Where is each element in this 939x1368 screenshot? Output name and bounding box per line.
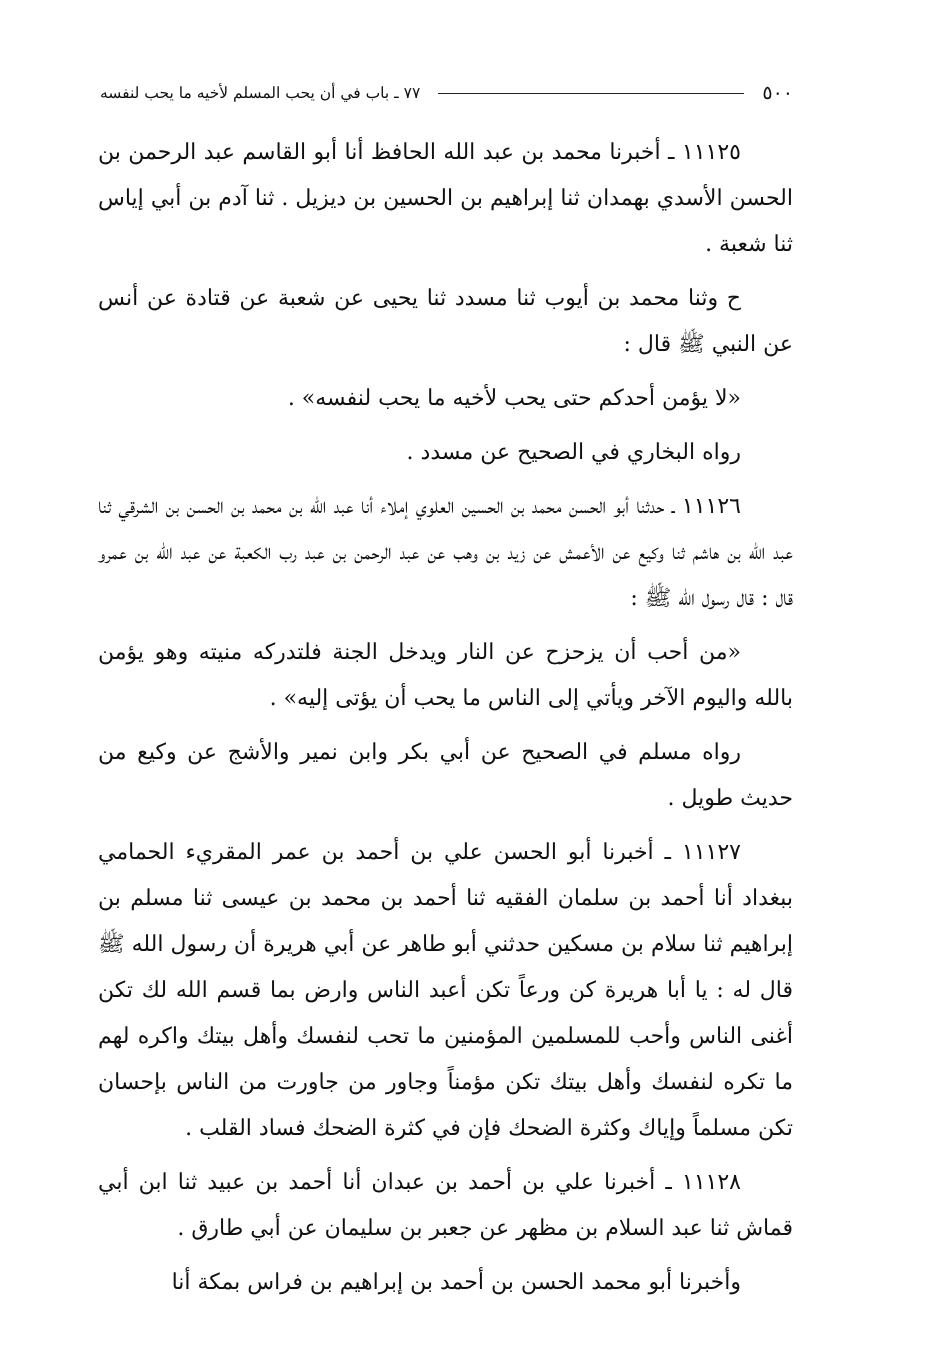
alternate-chain: ح وثنا محمد بن أيوب ثنا مسدد ثنا يحيى عن شعبة عن قتادة عن أنس عن النبي ﷺ قال : (98, 286, 793, 357)
narration-note: رواه مسلم في الصحيح عن أبي بكر وابن نمير والأشج عن وكيع من حديث طويل . (98, 740, 793, 811)
narration-note: رواه البخاري في الصحيح عن مسدد . (406, 440, 741, 465)
header-rule (438, 93, 744, 94)
running-header (100, 78, 793, 108)
hadith-11127: ١١١٢٧ ـ أخبرنا أبو الحسن علي بن أحمد بن عمر المقريء الحمامي ببغداد أنا أحمد بن سلمان الفقيه ثنا أحمد بن محمد بن عيسى ثنا مسلم بن إبراهيم ثنا سلام بن مسكين حدثني أبو طاهر عن أبي هريرة أن رسول الله ﷺ قال له : يا أبا هريرة كن ورعاً تكن أعبد الناس وارض بما قسم الله لك تكن أغنى الناس وأحب للمسلمين المؤمنين ما تحب لنفسك وأهل بيتك واكره لهم ما تكره لنفسك وأهل بيتك تكن مؤمناً وجاور من جاورت من الناس بإحسان تكن مسلماً وإياك وكثرة الضحك فإن في كثرة الضحك فساد القلب . (98, 840, 793, 1141)
hadith-11128: ١١١٢٨ ـ أخبرنا علي بن أحمد بن عبدان أنا أحمد بن عبيد ثنا ابن أبي قماش ثنا عبد السلام بن مظهر عن جعبر بن سليمان عن أبي طارق . (98, 1170, 793, 1241)
alternate-chain: وأخبرنا أبو محمد الحسن بن أحمد بن إبراهيم بن فراس بمكة أنا (171, 1270, 741, 1295)
hadith-11125: ١١١٢٥ ـ أخبرنا محمد بن عبد الله الحافظ أنا أبو القاسم عبد الرحمن بن الحسن الأسدي بهمدان ثنا إبراهيم بن الحسين بن ديزيل . ثنا آدم بن أبي إياس ثنا شعبة . (98, 140, 793, 257)
hadith-11126: ١١١٢٦ ـ حدثنا أبو الحسن محمد بن الحسين العلوي إملاء أنا عبد الله بن محمد بن الحسن بن الشرقي ثنا عبد الله بن هاشم ثنا وكيع عن الأعمش عن زيد بن وهب عن عبد الرحمن بن عبد رب الكعبة عن عبد الله بن عمرو قال : قال رسول الله ﷺ : (98, 494, 793, 611)
page-number: ٥٠٠ (762, 82, 793, 104)
body-text (98, 130, 793, 1314)
hadith-quote: «من أحب أن يزحزح عن النار ويدخل الجنة فلتدركه منيته وهو يؤمن بالله واليوم الآخر ويأتي إلى الناس ما يحب أن يؤتى إليه» . (98, 640, 793, 711)
chapter-title: ٧٧ ـ باب في أن يحب المسلم لأخيه ما يحب لنفسه (100, 84, 421, 102)
hadith-quote: «لا يؤمن أحدكم حتى يحب لأخيه ما يحب لنفسه» . (287, 386, 741, 411)
